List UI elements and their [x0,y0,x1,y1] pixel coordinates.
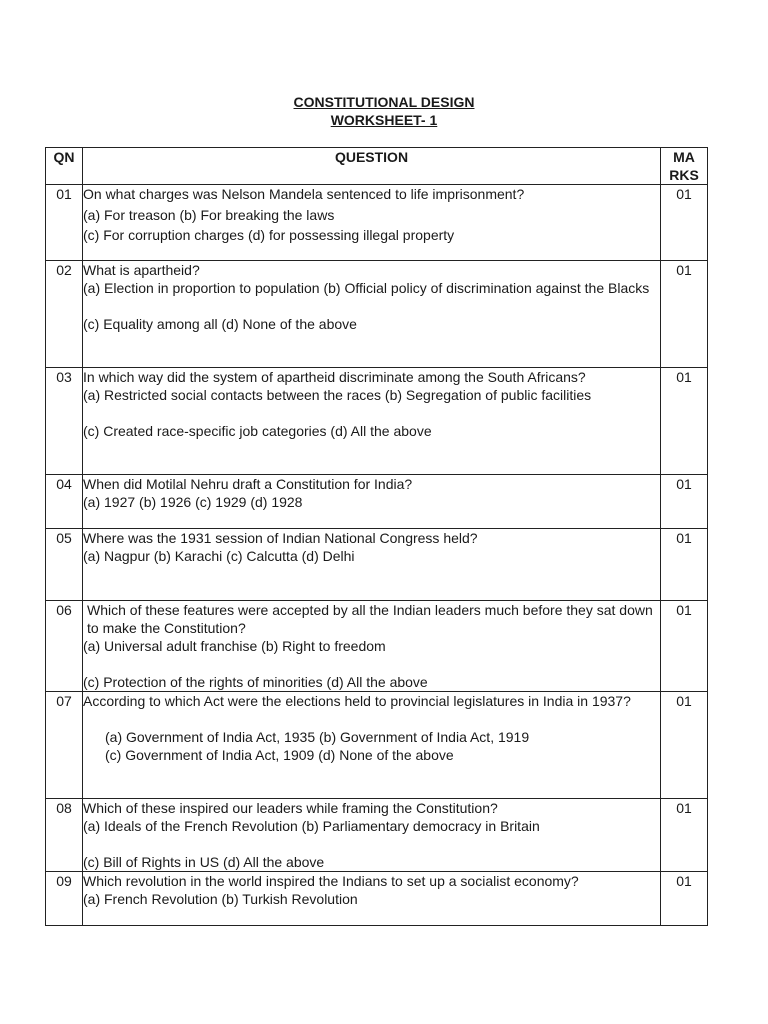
question-text: Which revolution in the world inspired the Indians to set up a socialist economy? [83,873,579,889]
column-header-qn: QN [46,148,83,185]
worksheet-subtitle: WORKSHEET- 1 [330,112,438,128]
option-line: (a) Ideals of the French Revolution (b) Parliamentary democracy in Britain [83,818,540,834]
table-row [46,529,708,601]
question-text: Which of these features were accepted by all the Indian leaders much before they sat down to make the Constitution? [87,602,653,636]
question-text: On what charges was Nelson Mandela sentenced to life imprisonment? [83,186,525,202]
question-number: 09 [46,872,83,926]
question-table [45,147,708,926]
option-line: (c) For corruption charges (d) for possessing illegal property [83,227,455,243]
question-cell [83,529,661,601]
marks-value: 01 [661,475,708,529]
question-number: 08 [46,799,83,872]
marks-value: 01 [661,692,708,799]
question-cell [83,692,661,799]
question-number: 02 [46,261,83,368]
table-row [46,692,708,799]
option-line: (a) Nagpur (b) Karachi (c) Calcutta (d) Delhi [83,548,355,564]
column-header-question: QUESTION [83,148,661,185]
option-line: (a) Election in proportion to population (b) Official policy of discrimination against the Blacks [83,280,650,296]
question-cell [83,799,661,872]
question-number: 07 [46,692,83,799]
question-cell [83,872,661,926]
question-text: Which of these inspired our leaders while framing the Constitution? [83,800,498,816]
option-line: (a) Restricted social contacts between the races (b) Segregation of public facilities [83,387,592,403]
question-cell [83,368,661,475]
marks-value: 01 [661,529,708,601]
option-line: (a) Government of India Act, 1935 (b) Government of India Act, 1919 [105,729,530,745]
marks-header-line1: MA [673,149,695,165]
question-cell [83,185,661,261]
question-cell [83,475,661,529]
question-text: Where was the 1931 session of Indian National Congress held? [83,530,478,546]
question-number: 06 [46,601,83,692]
marks-value: 01 [661,601,708,692]
question-number: 01 [46,185,83,261]
option-line: (c) Government of India Act, 1909 (d) None of the above [105,747,454,763]
table-row [46,185,708,261]
marks-value: 01 [661,185,708,261]
table-row [46,799,708,872]
question-text: In which way did the system of apartheid discriminate among the South Africans? [83,369,586,385]
question-text: According to which Act were the elections held to provincial legislatures in India in 1937? [83,693,631,709]
question-text: When did Motilal Nehru draft a Constitution for India? [83,476,413,492]
table-header-row [46,148,708,185]
question-cell [83,601,661,692]
option-line: (c) Bill of Rights in US (d) All the above [83,854,325,870]
option-line: (c) Created race-specific job categories (d) All the above [83,423,432,439]
worksheet-title: CONSTITUTIONAL DESIGN [293,94,475,110]
question-number: 04 [46,475,83,529]
marks-value: 01 [661,261,708,368]
marks-value: 01 [661,799,708,872]
option-line: (c) Equality among all (d) None of the above [83,316,357,332]
option-line: (c) Protection of the rights of minorities (d) All the above [83,674,428,690]
marks-value: 01 [661,872,708,926]
question-number: 05 [46,529,83,601]
table-row [46,368,708,475]
table-row [46,475,708,529]
column-header-marks [661,148,708,185]
question-number: 03 [46,368,83,475]
table-row [46,872,708,926]
table-row [46,601,708,692]
marks-value: 01 [661,368,708,475]
option-line: (a) Universal adult franchise (b) Right to freedom [83,638,386,654]
option-line: (a) For treason (b) For breaking the laws [83,207,335,223]
marks-header-line2: RKS [669,167,699,183]
table-row [46,261,708,368]
question-cell [83,261,661,368]
option-line: (a) French Revolution (b) Turkish Revolution [83,891,358,907]
question-text: What is apartheid? [83,262,200,278]
option-line: (a) 1927 (b) 1926 (c) 1929 (d) 1928 [83,494,303,510]
